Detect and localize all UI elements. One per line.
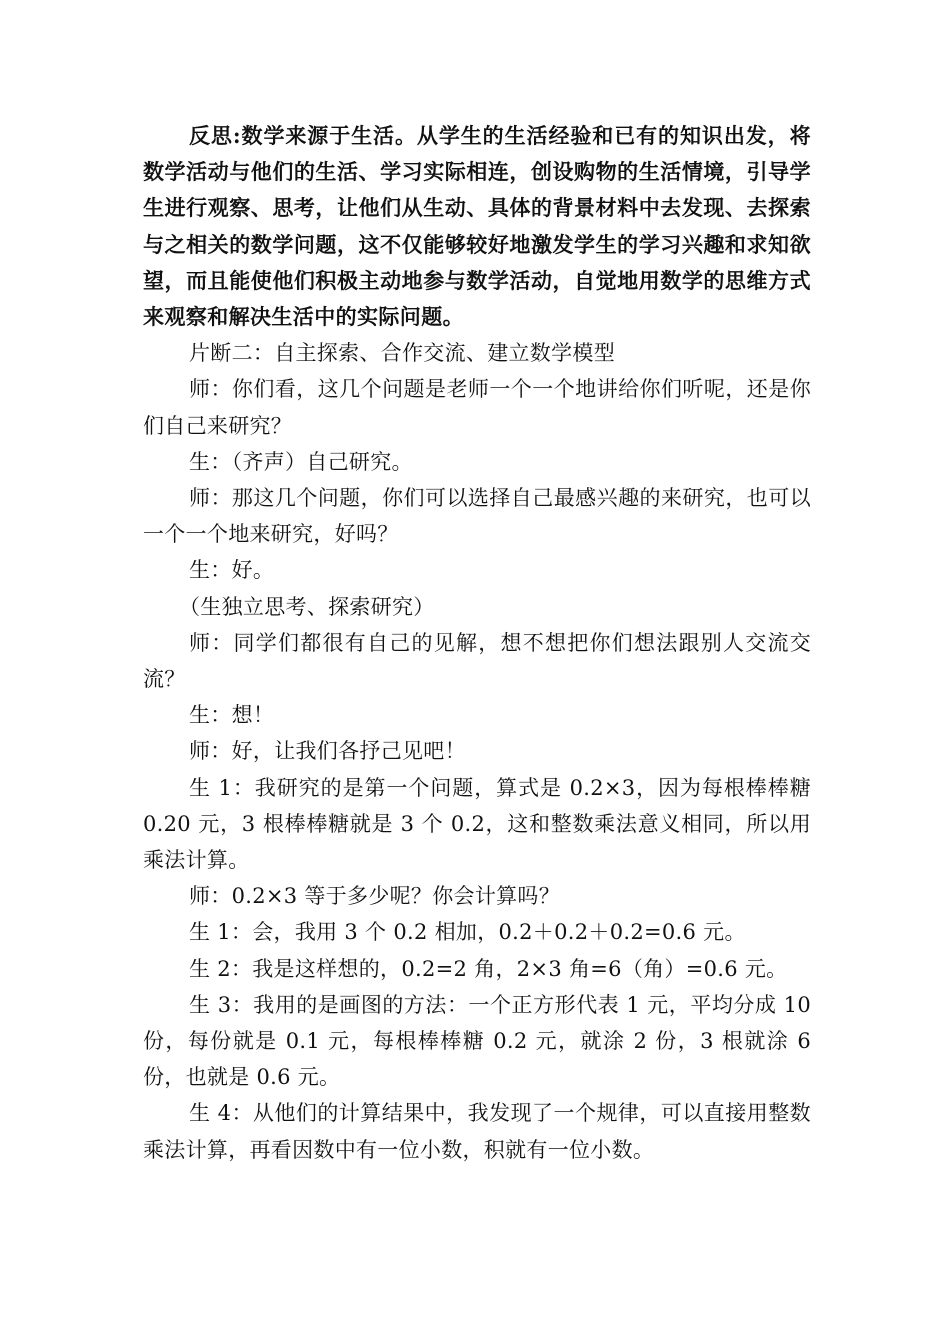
dialogue-paragraph: 生：好。	[189, 558, 275, 583]
dialogue-paragraph: 生 4：从他们的计算结果中，我发现了一个规律，可以直接用整数乘法计算，再看因数中有一位小数，积就有一位小数。	[143, 1101, 811, 1162]
dialogue-paragraph: 生 2：我是这样想的，0.2=2 角，2×3 角=6（角）=0.6 元。	[189, 956, 788, 981]
dialogue-paragraph: 生 3：我用的是画图的方法：一个正方形代表 1 元，平均分成 10 份，每份就是 0.1 元，每根棒棒糖 0.2 元，就涂 2 份，3 根就涂 6 份，也就是 0.6 元。	[143, 992, 811, 1090]
section-heading: 片断二：自主探索、合作交流、建立数学模型	[189, 341, 615, 366]
dialogue-paragraph: 生：想！	[189, 703, 275, 728]
dialogue-paragraph: 师：那这几个问题，你们可以选择自己最感兴趣的来研究，也可以一个一个地来研究，好吗？	[143, 486, 811, 547]
dialogue-paragraph: 生 1：会，我用 3 个 0.2 相加，0.2＋0.2＋0.2=0.6 元。	[189, 920, 746, 945]
dialogue-paragraph: 师：同学们都很有自己的见解，想不想把你们想法跟别人交流交流？	[143, 630, 811, 692]
reflection-paragraph: 反思:数学来源于生活。从学生的生活经验和已有的知识出发，将数学活动与他们的生活、学习实际相连，创设购物的生活情境，引导学生进行观察、思考，让他们从生动、具体的背景材料中去发现、去探索与之相关的数学问题，这不仅能够较好地激发学生的学习兴趣和求知欲望，而且能使他们积极主动地参与数学活动，自觉地用数学的思维方式来观察和解决生活中的实际问题。	[143, 123, 811, 330]
dialogue-paragraph: 师：0.2×3 等于多少呢？你会计算吗？	[189, 884, 561, 909]
stage-direction: （生独立思考、探索研究）	[179, 594, 435, 619]
dialogue-paragraph: 师：好，让我们各抒己见吧！	[189, 739, 466, 764]
dialogue-paragraph: 生 1：我研究的是第一个问题，算式是 0.2×3，因为每根棒棒糖 0.20 元，3 根棒棒糖就是 3 个 0.2，这和整数乘法意义相同，所以用乘法计算。	[143, 775, 811, 873]
dialogue-paragraph: 生：（齐声）自己研究。	[189, 449, 413, 474]
dialogue-paragraph: 师：你们看，这几个问题是老师一个一个地讲给你们听呢，还是你们自己来研究？	[143, 377, 811, 438]
document-body	[143, 118, 811, 1168]
